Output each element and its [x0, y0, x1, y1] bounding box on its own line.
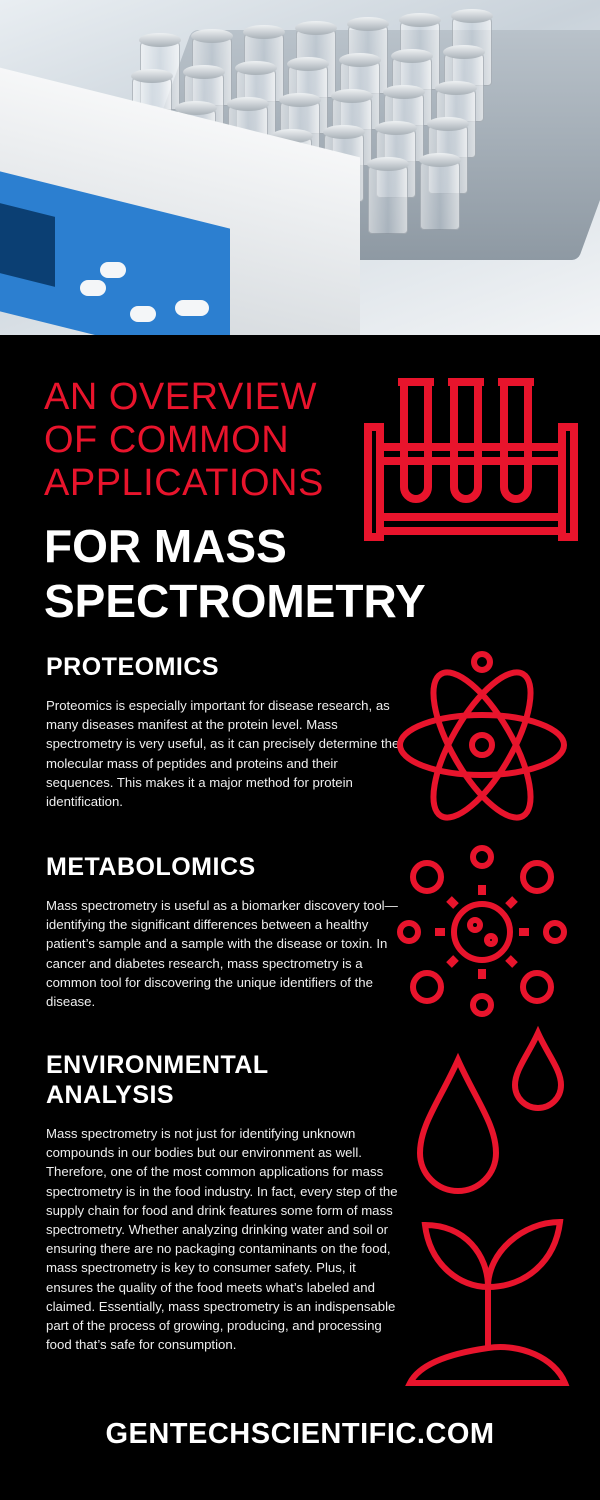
headline-line: SPECTROMETRY — [44, 575, 426, 627]
headline-line: OF COMMON — [44, 419, 290, 461]
vial — [368, 164, 408, 234]
test-tubes-rack-icon — [362, 372, 580, 547]
section-title: METABOLOMICS — [46, 853, 256, 881]
headline-line: FOR MASS — [44, 520, 287, 572]
section-body: Mass spectrometry is useful as a biomarker discovery tool—identifying the significant differences between a healthy patient’s sample and a sample with the disease or toxin. In cancer and diabetes research, mass spectrometry is a common tool for discovering the unique identifiers of the disease. — [46, 898, 398, 1010]
section-title: PROTEOMICS — [46, 653, 220, 681]
section-metabolomics — [46, 852, 406, 1011]
device-button — [130, 306, 156, 322]
section-title-line: ENVIRONMENTAL — [46, 1051, 269, 1079]
section-body: Proteomics is especially important for disease research, as many diseases manifest at the protein level. Mass spectrometry is very useful, as it can precisely determine the molecular mass of peptides and proteins and their sequences. This makes it a major method for protein identification. — [46, 698, 400, 810]
water-drops-plant-icon — [400, 1025, 575, 1390]
headline-line: AN OVERVIEW — [44, 376, 317, 418]
section-body: Mass spectrometry is not just for identifying unknown compounds in our bodies but our environment as well. Therefore, one of the most common applications for mass spectrometry is in the food industry. In fact, every step of the supply chain for food and drink features some form of mass spectrometry. Whether analyzing drinking water and soil or ensuring there are no packaging contaminants on the food, mass spectrometry is key to consumer safety. Plus, it ensures the quality of the food meets what’s labeled and claimed. Essentially, mass spectrometry is an indispensable part of the process of growing, producing, and processing food that’s safe for consumption. — [46, 1126, 398, 1353]
footer-website: GENTECHSCIENTIFIC.COM — [105, 1418, 495, 1450]
atom-icon — [395, 650, 570, 830]
virus-cells-icon — [395, 845, 570, 1020]
header-photo-vials-lab-equipment — [0, 0, 600, 335]
section-title-line: ANALYSIS — [46, 1081, 175, 1109]
vial — [420, 160, 460, 230]
section-proteomics — [46, 652, 406, 811]
device-button — [80, 280, 106, 296]
device-screen — [0, 203, 55, 287]
headline-line: APPLICATIONS — [44, 462, 324, 504]
device-button — [100, 262, 126, 278]
device-button — [175, 300, 209, 316]
section-environmental-analysis — [46, 1050, 406, 1354]
